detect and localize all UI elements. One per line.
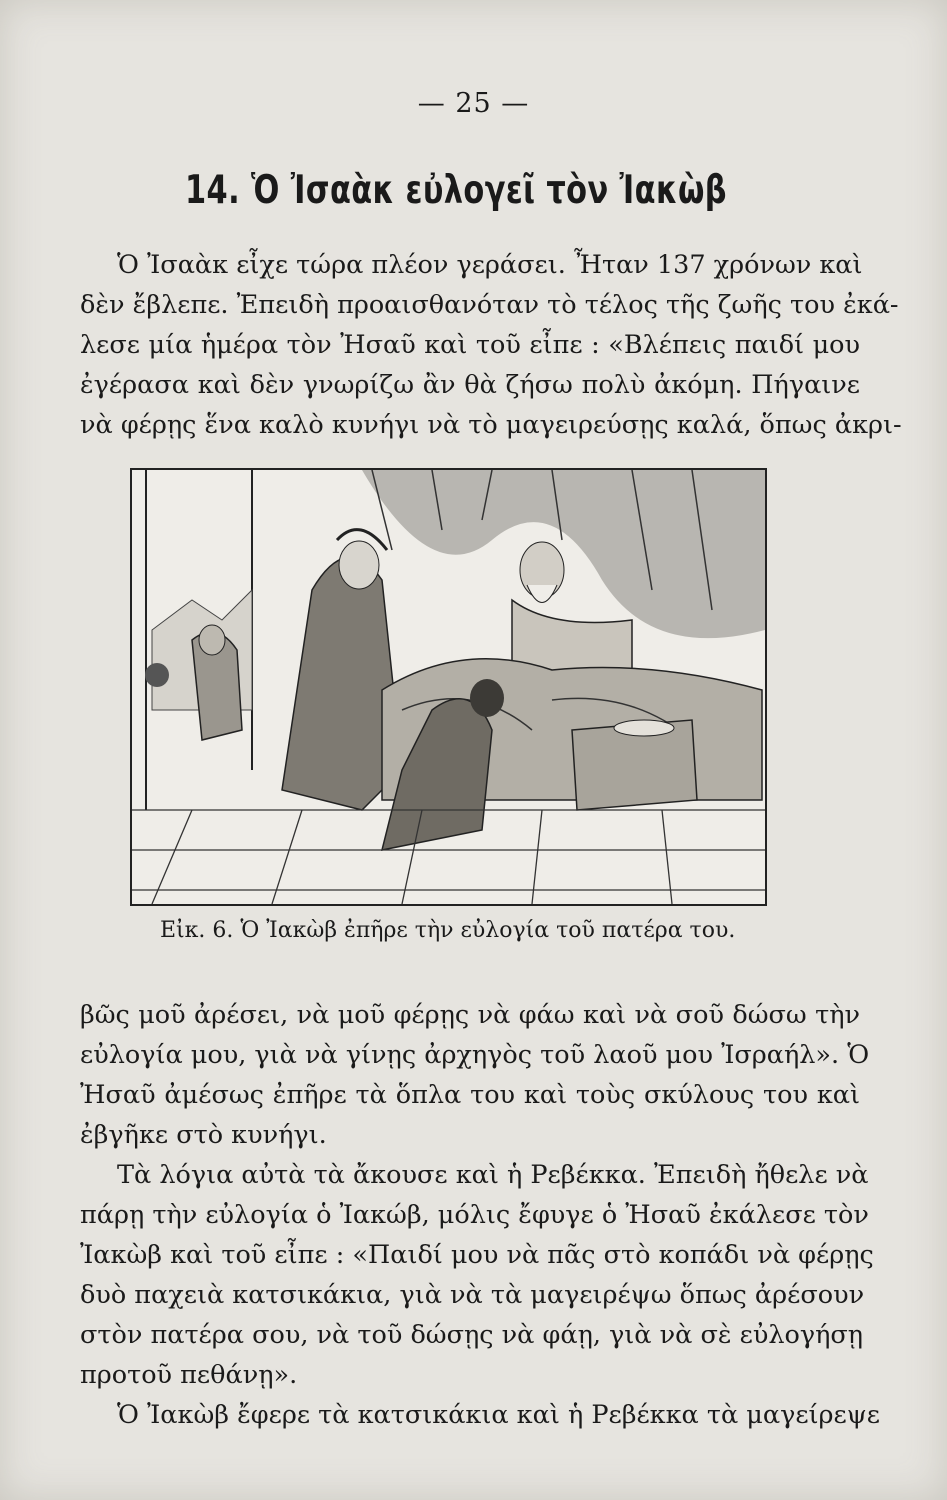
illustration xyxy=(130,468,767,906)
text-line: δυὸ παχειὰ κατσικάκια, γιὰ νὰ τὰ μαγειρέψω ὅπως ἀρέσουν xyxy=(80,1280,865,1310)
text-line: ἐβγῆκε στὸ κυνήγι. xyxy=(80,1120,327,1150)
text-line: ἐγέρασα καὶ δὲν γνωρίζω ἂν θὰ ζήσω πολὺ ἀκόμη. Πήγαινε xyxy=(80,370,860,400)
illustration-drawing xyxy=(132,470,765,904)
text-line: δὲν ἔβλεπε. Ἐπειδὴ προαισθανόταν τὸ τέλος τῆς ζωῆς του ἐκά- xyxy=(80,290,899,320)
text-line: Ἰακὼβ καὶ τοῦ εἶπε : «Παιδί μου νὰ πᾶς στὸ κοπάδι νὰ φέρῃς xyxy=(80,1240,874,1270)
text-line: Τὰ λόγια αὐτὰ τὰ ἄκουσε καὶ ἡ Ρεβέκκα. Ἐπειδὴ ἤθελε νὰ xyxy=(117,1160,869,1190)
chapter-title: 14. Ὁ Ἰσαὰκ εὐλογεῖ τὸν Ἰακὼβ xyxy=(185,168,727,213)
text-line: πάρῃ τὴν εὐλογία ὁ Ἰακώβ, μόλις ἔφυγε ὁ Ἠσαῦ ἐκάλεσε τὸν xyxy=(80,1200,869,1230)
text-line: νὰ φέρῃς ἕνα καλὸ κυνήγι νὰ τὸ μαγειρεύσῃς καλά, ὅπως ἀκρι- xyxy=(80,410,902,440)
text-line: στὸν πατέρα σου, νὰ τοῦ δώσῃς νὰ φάῃ, γιὰ νὰ σὲ εὐλογήσῃ xyxy=(80,1320,864,1350)
text-line: Ἠσαῦ ἀμέσως ἐπῆρε τὰ ὅπλα του καὶ τοὺς σκύλους του καὶ xyxy=(80,1080,860,1110)
text-line: Ὁ Ἰσαὰκ εἶχε τώρα πλέον γεράσει. Ἦταν 137 χρόνων καὶ xyxy=(117,250,863,280)
figure-caption: Εἰκ. 6. Ὁ Ἰακὼβ ἐπῆρε τὴν εὐλογία τοῦ πατέρα του. xyxy=(160,918,736,943)
text-line: λεσε μία ἡμέρα τὸν Ἠσαῦ καὶ τοῦ εἶπε : «Βλέπεις παιδί μου xyxy=(80,330,860,360)
text-line: προτοῦ πεθάνῃ». xyxy=(80,1360,298,1390)
page-number: — 25 — xyxy=(417,88,530,119)
text-line: βῶς μοῦ ἀρέσει, νὰ μοῦ φέρῃς νὰ φάω καὶ νὰ σοῦ δώσω τὴν xyxy=(80,1000,860,1030)
text-line: εὐλογία μου, γιὰ νὰ γίνῃς ἀρχηγὸς τοῦ λαοῦ μου Ἰσραήλ». Ὁ xyxy=(80,1040,870,1070)
text-line: Ὁ Ἰακὼβ ἔφερε τὰ κατσικάκια καὶ ἡ Ρεβέκκα τὰ μαγείρεψε xyxy=(117,1400,880,1430)
